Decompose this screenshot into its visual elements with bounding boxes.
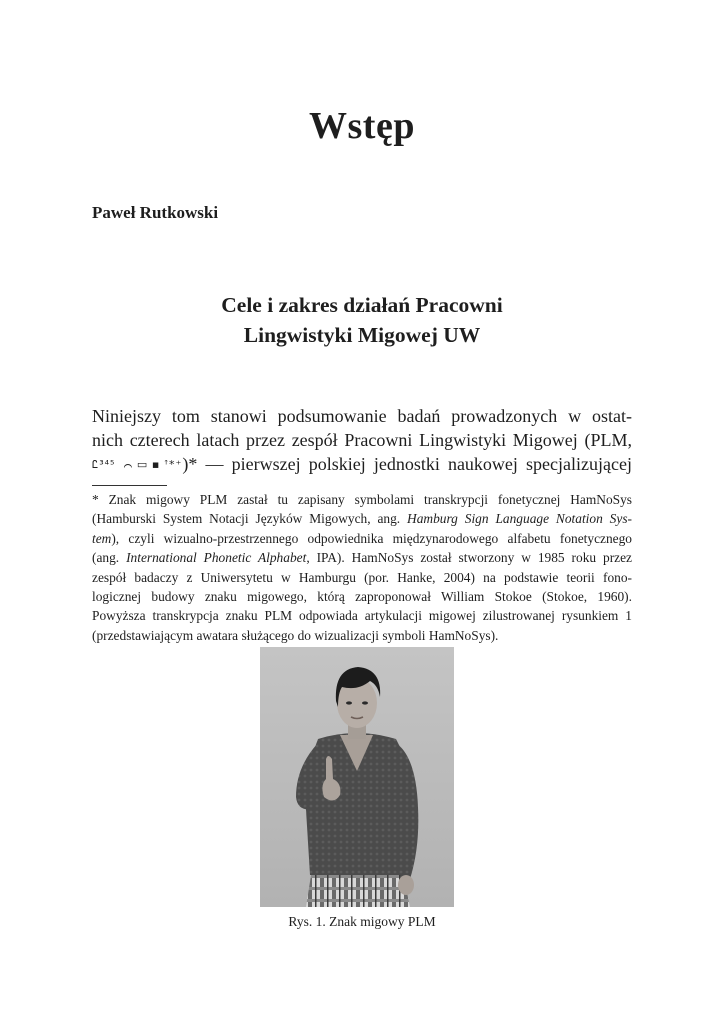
body-line-3-text: )* — pierwszej polskiej jednostki naukowej specjalizującej (182, 454, 632, 474)
footnote-line-2 (92, 509, 632, 528)
footnote-line-8: (przedstawiającym awatara służącego do wizualizacji symboli HamNoSys). (92, 627, 499, 643)
figure-caption: Rys. 1. Znak migowy PLM (288, 914, 436, 929)
footnote-line-1: * Znak migowy PLM zastał tu zapisany symbolami transkrypcji fonetycznej HamNoSys (92, 492, 632, 507)
footnote-divider (92, 485, 167, 486)
avatar-figure (260, 647, 454, 907)
footnote-line-5: zespół badaczy z Uniwersytetu w Hamburgu (por. Hanke, 2004) na podstawie teorii fono- (92, 569, 632, 585)
body-paragraph (92, 404, 632, 477)
footnote (92, 490, 632, 645)
footnote-line-4-italic: International Phonetic Alphabet (126, 550, 307, 566)
footnote-line-6: logicznej budowy znaku migowego, którą zaproponował William Stokoe (Stokoe, 1960). (92, 589, 632, 605)
chapter-title: Wstęp (309, 105, 415, 147)
body-line-2: nich czterech latach przez zespół Pracowni Lingwistyki Migowej (PLM, (92, 430, 632, 450)
section-title (92, 290, 632, 350)
right-hand (398, 875, 414, 895)
signing-avatar-illustration (260, 647, 454, 907)
author-name: Paweł Rutkowski (92, 203, 219, 222)
footnote-line-2-italic: Hamburg Sign Language Notation Sys- (407, 511, 632, 527)
section-title-line-1: Cele i zakres działań Pracowni (221, 293, 503, 317)
left-eye (346, 701, 352, 704)
body-line-1: Niniejszy tom stanowi podsumowanie badań prowadzonych w ostat- (92, 406, 632, 426)
footnote-line-4-text-c: , IPA). HamNoSys został stworzony w 1985 roku przez (306, 550, 632, 566)
footnote-line-4-text-a: (ang. (92, 550, 127, 566)
section-title-line-2: Lingwistyki Migowej UW (243, 323, 481, 347)
footnote-line-3 (92, 529, 632, 548)
footnote-line-7: Powyższa transkrypcja znaku PLM odpowiada artykulacji migowej zilustrowanej rysunkiem 1 (92, 608, 632, 624)
footnote-line-4 (92, 548, 632, 567)
hamnosys-notation: Ꮭ³⁴⁵ ⌒▭▪ꜛ*⁺ (92, 458, 183, 471)
body-line-3 (92, 452, 632, 477)
right-eye (362, 701, 368, 704)
footnote-line-3-text: ), czyli wizualno-przestrzennego odpowiednika międzynarodowego alfabetu fonetycznego (111, 530, 632, 546)
footnote-line-3-italic: tem (92, 530, 112, 546)
footnote-line-2-text: (Hamburski System Notacji Języków Migowych, ang. (92, 511, 408, 527)
